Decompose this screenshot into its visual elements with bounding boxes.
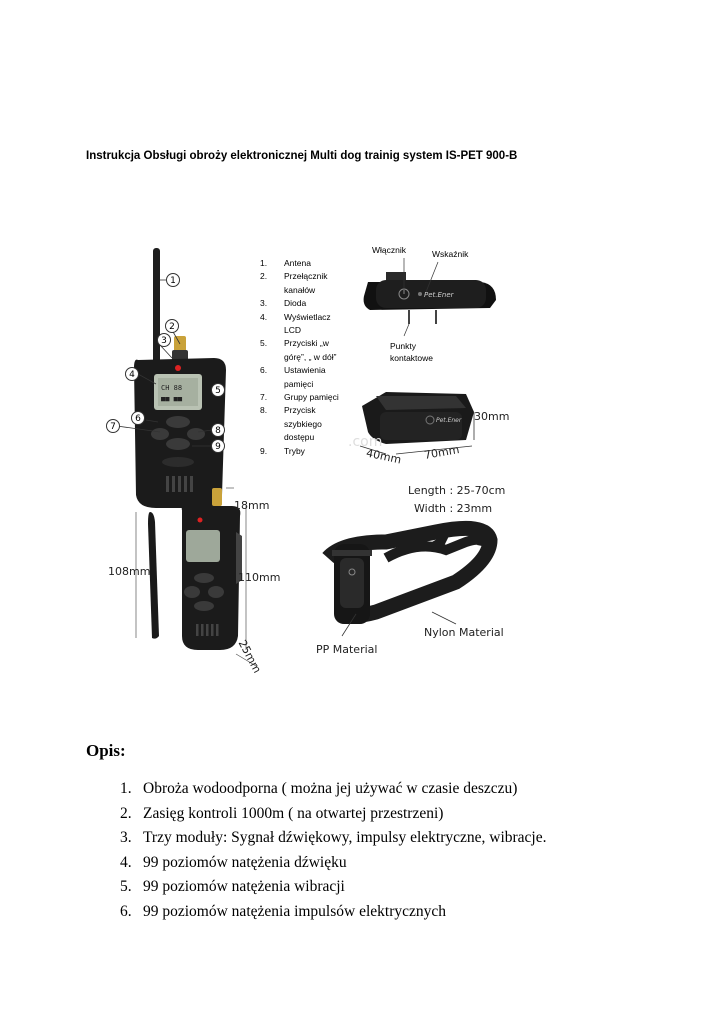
callout-marker bbox=[126, 368, 139, 381]
indicator-label: Wskaźnik bbox=[432, 249, 469, 259]
svg-text:3: 3 bbox=[161, 336, 167, 346]
legend-item: 1. Antena bbox=[260, 258, 311, 268]
callout-marker bbox=[167, 274, 180, 287]
legend-item: 8. Przycisk szybkiego dostępu bbox=[260, 405, 322, 443]
legend-item: 9. Tryby bbox=[260, 445, 305, 456]
svg-text:9: 9 bbox=[215, 442, 221, 452]
pp-material-label: PP Material bbox=[316, 643, 378, 656]
collar-width-dimension: Width : 23mm bbox=[414, 502, 493, 515]
document-title: Instrukcja Obsługi obroży elektronicznej Multi dog trainig system IS-PET 900-B bbox=[86, 150, 518, 162]
legend-item: 3. Dioda bbox=[260, 298, 307, 309]
list-item: 5. 99 poziomów natężenia wibracji bbox=[120, 878, 345, 896]
callout-marker bbox=[212, 440, 225, 453]
legend-item: 2. Przełącznik kanałów bbox=[260, 271, 328, 295]
svg-text:2: 2 bbox=[169, 322, 175, 332]
receiver-depth-dimension: 40mm bbox=[365, 446, 403, 467]
legend-item: 4. Wyświetlacz LCD bbox=[260, 311, 331, 336]
callout-marker bbox=[158, 334, 171, 347]
parts-legend bbox=[260, 257, 360, 458]
contact-points-label: Punkty kontaktowe bbox=[390, 341, 433, 363]
features-list bbox=[120, 780, 547, 928]
power-switch-label: Włącznik bbox=[372, 245, 407, 255]
receiver-length-dimension: 70mm bbox=[423, 443, 461, 462]
svg-text:.com: .com bbox=[348, 434, 383, 450]
svg-text:7: 7 bbox=[110, 422, 116, 432]
svg-text:4: 4 bbox=[129, 370, 135, 380]
product-figure bbox=[86, 240, 524, 682]
list-item: 4. 99 poziomów natężenia dźwięku bbox=[120, 853, 347, 871]
svg-text:Pet.Ener: Pet.Ener bbox=[424, 291, 454, 299]
remote-transmitter-image bbox=[134, 248, 226, 508]
svg-text:CH 88: CH 88 bbox=[161, 384, 183, 392]
callout-marker bbox=[212, 424, 225, 437]
svg-text:■■ ■■: ■■ ■■ bbox=[161, 395, 183, 403]
description-heading: Opis: bbox=[86, 741, 126, 760]
svg-text:1: 1 bbox=[170, 276, 176, 286]
list-item: 6. 99 poziomów natężenia impulsów elektrycznych bbox=[120, 902, 447, 920]
svg-text:Pet.Ener: Pet.Ener bbox=[436, 417, 462, 424]
callout-marker bbox=[212, 384, 225, 397]
antenna-top-dimension: 18mm bbox=[234, 499, 270, 512]
list-item: 2. Zasięg kontroli 1000m ( na otwartej przestrzeni) bbox=[120, 804, 444, 822]
svg-text:8: 8 bbox=[215, 426, 221, 436]
receiver-height-dimension: 30mm bbox=[474, 410, 510, 423]
antenna-height-dimension: 108mm bbox=[108, 565, 151, 578]
callout-marker bbox=[166, 320, 179, 333]
svg-text:6: 6 bbox=[135, 414, 141, 424]
receiver-top-image bbox=[364, 258, 496, 336]
remote-height-dimension: 110mm bbox=[238, 571, 281, 584]
legend-item: 5. Przyciski „w górę”, „ w dół” bbox=[260, 338, 337, 362]
svg-text:5: 5 bbox=[215, 386, 221, 396]
collar-length-dimension: Length : 25-70cm bbox=[408, 484, 506, 497]
callout-marker bbox=[107, 420, 120, 433]
nylon-material-label: Nylon Material bbox=[424, 626, 504, 639]
legend-item: 6. Ustawienia pamięci bbox=[260, 365, 326, 389]
remote-depth-dimension: 25mm bbox=[235, 637, 264, 676]
legend-item: 7. Grupy pamięci bbox=[260, 392, 339, 403]
collar-image bbox=[328, 528, 490, 636]
list-item: 3. Trzy moduły: Sygnał dźwiękowy, impulsy elektryczne, wibracje. bbox=[120, 829, 547, 847]
callout-marker bbox=[132, 412, 145, 425]
list-item: 1. Obroża wodoodporna ( można jej używać w czasie deszczu) bbox=[120, 780, 518, 797]
